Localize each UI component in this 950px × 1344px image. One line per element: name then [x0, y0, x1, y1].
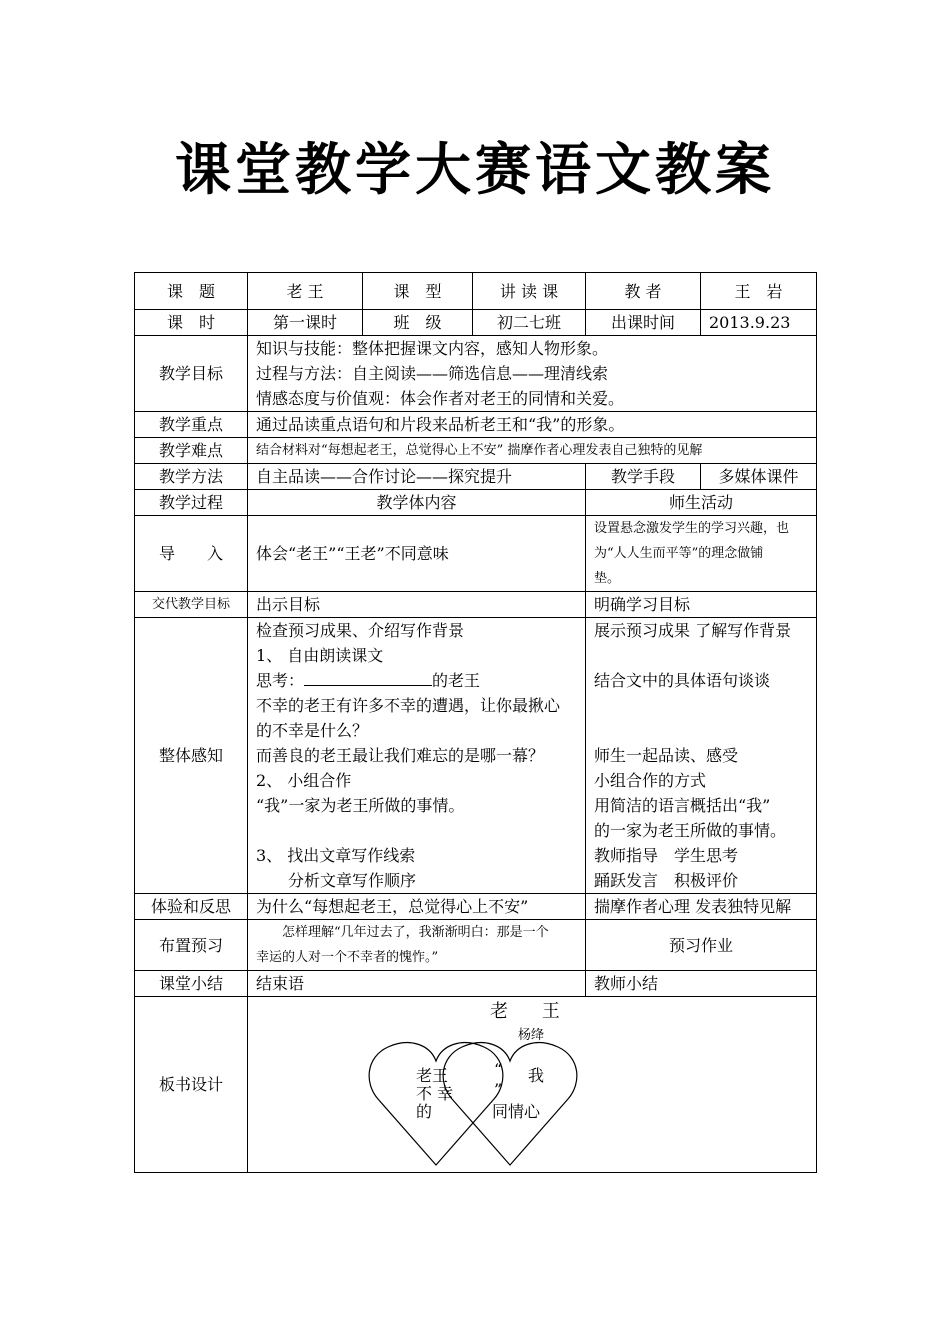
class-value: 初二七班: [473, 310, 586, 336]
type-value: 讲 读 课: [473, 273, 586, 310]
content-line: 1、 自由朗读课文: [256, 646, 384, 665]
means-value: 多媒体课件: [701, 464, 817, 490]
quote-open: “: [494, 1060, 503, 1079]
focus-content: 通过品读重点语句和片段来品析老王和“我”的形象。: [248, 412, 817, 438]
time-label: 出课时间: [586, 310, 701, 336]
intro-label: 导 入: [135, 516, 248, 592]
focus-row: [135, 412, 817, 438]
period-label: 课 时: [135, 310, 248, 336]
hearts-diagram: [364, 1037, 604, 1167]
fill-blank: [304, 669, 432, 686]
summary-content: 结束语: [248, 971, 586, 997]
class-label: 班 级: [363, 310, 473, 336]
reflection-label: 体验和反思: [135, 894, 248, 920]
content-line: 分析文章写作顺序: [256, 871, 417, 890]
method-label: 教学方法: [135, 464, 248, 490]
content-line: 检查预习成果、介绍写作背景: [256, 621, 465, 640]
difficulty-row: [135, 438, 817, 464]
goal-line: 知识与技能：整体把握课文内容，感知人物形象。: [256, 339, 609, 358]
objective-row: [135, 592, 817, 618]
board-design: [248, 997, 817, 1173]
topic-value: 老 王: [248, 273, 363, 310]
think-label: 思考：: [256, 671, 305, 690]
perception-row: [135, 618, 817, 894]
topic-label: 课 题: [135, 273, 248, 310]
type-label: 课 型: [363, 273, 473, 310]
process-label: 教学过程: [135, 490, 248, 516]
means-label: 教学手段: [586, 464, 701, 490]
goal-line: 情感态度与价值观：体会作者对老王的同情和关爱。: [256, 389, 625, 408]
period-value: 第一课时: [248, 310, 363, 336]
left-heart-line: 不 幸: [416, 1084, 454, 1103]
activity-line: 设置悬念激发学生的学习兴趣，也: [594, 521, 790, 536]
summary-row: [135, 971, 817, 997]
reflection-row: [135, 894, 817, 920]
right-heart-me: 我: [528, 1066, 545, 1085]
reflection-activity: 揣摩作者心理 发表独特见解: [586, 894, 817, 920]
activity-line: 为“人人生而平等”的理念做铺: [594, 546, 764, 561]
activity-line: [594, 718, 808, 743]
difficulty-label: 教学难点: [135, 438, 248, 464]
objective-activity: 明确学习目标: [586, 592, 817, 618]
content-line: [256, 818, 577, 843]
process-header-row: [135, 490, 817, 516]
right-heart-text: 同情心: [492, 1102, 541, 1121]
method-row: [135, 464, 817, 490]
content-line: 2、 小组合作: [256, 771, 352, 790]
perception-activity: [586, 618, 817, 894]
preview-line: 幸运的人对一个不幸者的愧怍。”: [256, 950, 439, 965]
document-title: 课堂教学大赛语文教案: [175, 138, 775, 203]
content-line: 而善良的老王最让我们难忘的是哪一幕？: [256, 746, 545, 765]
left-heart-shape: [369, 1043, 503, 1165]
goals-row: [135, 336, 817, 412]
goals-content: [248, 336, 817, 412]
activity-line: 踊跃发言 积极评价: [594, 871, 739, 890]
method-content: 自主品读——合作讨论——探究提升: [248, 464, 586, 490]
content-header: 教学体内容: [248, 490, 586, 516]
activity-line: 结合文中的具体语句谈谈: [594, 671, 771, 690]
board-row: [135, 997, 817, 1173]
summary-activity: 教师小结: [586, 971, 817, 997]
content-line: 3、 找出文章写作线索: [256, 846, 416, 865]
lesson-plan-table: [134, 272, 817, 1173]
goal-line: 过程与方法：自主阅读——筛选信息——理清线索: [256, 364, 609, 383]
activity-line: 的一家为老王所做的事情。: [594, 821, 787, 840]
preview-line: 怎样理解“几年过去了，我渐渐明白：那是一个: [256, 925, 549, 940]
intro-activity: [586, 516, 817, 592]
perception-content: [248, 618, 586, 894]
activity-header: 师生活动: [586, 490, 817, 516]
activity-line: 小组合作的方式: [594, 771, 707, 790]
board-author: 杨绛: [518, 1028, 545, 1043]
content-line: 不幸的老王有许多不幸的遭遇，让你最揪心: [256, 696, 561, 715]
difficulty-content: 结合材料对“每想起老王，总觉得心上不安” 揣摩作者心理发表自己独特的见解: [248, 438, 817, 464]
activity-line: 师生一起品读、感受: [594, 746, 739, 765]
summary-label: 课堂小结: [135, 971, 248, 997]
objective-label: 交代教学目标: [135, 592, 248, 618]
board-canvas: [248, 997, 816, 1172]
board-title: 老 王: [490, 1001, 574, 1022]
quote-close: ”: [494, 1080, 503, 1099]
activity-line: [594, 643, 808, 668]
left-heart-line: 的: [416, 1102, 433, 1121]
content-line: “我”一家为老王所做的事情。: [256, 796, 465, 815]
reflection-content: 为什么“每想起老王，总觉得心上不安”: [248, 894, 586, 920]
preview-content: [248, 920, 586, 971]
teacher-value: 王 岩: [701, 273, 817, 310]
perception-label: 整体感知: [135, 618, 248, 894]
objective-content: 出示目标: [248, 592, 586, 618]
time-value: 2013.9.23: [701, 310, 817, 336]
content-line: [256, 668, 577, 693]
header-row-1: [135, 273, 817, 310]
intro-row: [135, 516, 817, 592]
activity-line: 垫。: [594, 571, 621, 586]
preview-label: 布置预习: [135, 920, 248, 971]
board-label: 板书设计: [135, 997, 248, 1173]
preview-activity: 预习作业: [586, 920, 817, 971]
content-line: 的不幸是什么？: [256, 721, 369, 740]
focus-label: 教学重点: [135, 412, 248, 438]
activity-line: 用简洁的语言概括出“我”: [594, 796, 771, 815]
goals-label: 教学目标: [135, 336, 248, 412]
activity-line: 展示预习成果 了解写作背景: [594, 621, 792, 640]
teacher-label: 教 者: [586, 273, 701, 310]
left-heart-line: 老王: [416, 1066, 449, 1085]
blank-suffix: 的老王: [432, 671, 481, 690]
header-row-2: [135, 310, 817, 336]
intro-content: 体会“老王”“王老”不同意味: [248, 516, 586, 592]
activity-line: [594, 693, 808, 718]
activity-line: 教师指导 学生思考: [594, 846, 739, 865]
preview-row: [135, 920, 817, 971]
